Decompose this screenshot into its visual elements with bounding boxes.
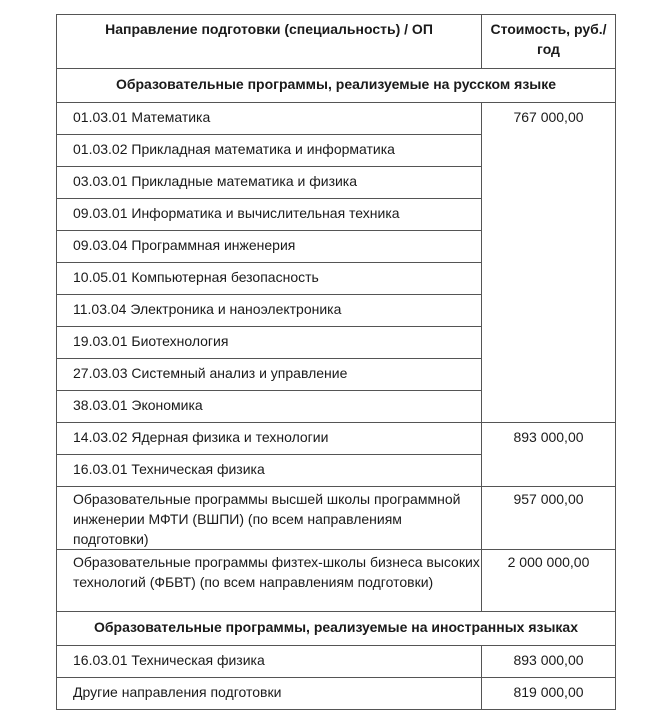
program-name: 10.05.01 Компьютерная безопасность: [73, 269, 319, 285]
cost-value: 893 000,00: [513, 429, 584, 445]
program-name: Другие направления подготовки: [73, 684, 282, 700]
program-cell: [57, 295, 482, 327]
program-name: 16.03.01 Техническая физика: [73, 461, 265, 477]
program-name: 19.03.01 Биотехнология: [73, 333, 229, 349]
cost-value: 893 000,00: [513, 652, 584, 668]
program-cell: [57, 327, 482, 359]
cost-cell: [482, 646, 616, 678]
header-program: [57, 15, 482, 69]
program-cell: [57, 646, 482, 678]
program-name: 09.03.04 Программная инженерия: [73, 237, 296, 253]
cost-cell: [482, 550, 616, 612]
cost-cell: [482, 678, 616, 710]
header-cost-label: Стоимость, руб./ год: [490, 21, 607, 57]
program-cell: [57, 231, 482, 263]
program-cell: [57, 391, 482, 423]
section-title: [57, 69, 616, 103]
program-name: Образовательные программы высшей школы программной инженерии МФТИ (ВШПИ) (по всем направлениям подготовки): [73, 491, 461, 547]
program-name: 27.03.03 Системный анализ и управление: [73, 365, 348, 381]
section-title: [57, 612, 616, 646]
program-name: 01.03.01 Математика: [73, 109, 211, 125]
header-cost: [482, 15, 616, 69]
program-name: 09.03.01 Информатика и вычислительная техника: [73, 205, 400, 221]
table-row: [57, 550, 616, 612]
program-name: 01.03.02 Прикладная математика и информатика: [73, 141, 395, 157]
program-cell: [57, 167, 482, 199]
cost-value: 2 000 000,00: [507, 554, 590, 570]
section-title-text: Образовательные программы, реализуемые на иностранных языках: [94, 619, 578, 635]
program-cell: [57, 135, 482, 167]
table-header-row: [57, 15, 616, 69]
program-cell: [57, 263, 482, 295]
program-cell: [57, 550, 482, 612]
program-name: 16.03.01 Техническая физика: [73, 652, 265, 668]
program-name: 14.03.02 Ядерная физика и технологии: [73, 429, 329, 445]
program-name: Образовательные программы физтех-школы бизнеса высоких технологий (ФБВТ) (по всем направлениям подготовки): [73, 554, 480, 590]
program-cell: [57, 455, 482, 487]
cost-value: 957 000,00: [513, 491, 584, 507]
table-row: [57, 487, 616, 550]
section-row-russian: [57, 69, 616, 103]
cost-cell: [482, 103, 616, 423]
program-name: 38.03.01 Экономика: [73, 397, 203, 413]
cost-cell: [482, 487, 616, 550]
program-name: 11.03.04 Электроника и наноэлектроника: [73, 301, 342, 317]
section-row-foreign: [57, 612, 616, 646]
program-cell: [57, 487, 482, 550]
program-cell: [57, 423, 482, 455]
cost-value: 819 000,00: [513, 684, 584, 700]
table-row: [57, 423, 616, 455]
table-row: [57, 678, 616, 710]
table-row: [57, 646, 616, 678]
cost-value: 767 000,00: [513, 109, 584, 125]
table-row: [57, 103, 616, 135]
program-name: 03.03.01 Прикладные математика и физика: [73, 173, 358, 189]
section-title-text: Образовательные программы, реализуемые на русском языке: [115, 76, 557, 92]
tuition-table: [56, 14, 616, 710]
program-cell: [57, 678, 482, 710]
header-program-label: Направление подготовки (специальность) / ОП: [105, 21, 433, 37]
program-cell: [57, 103, 482, 135]
cost-cell: [482, 423, 616, 487]
program-cell: [57, 199, 482, 231]
program-cell: [57, 359, 482, 391]
